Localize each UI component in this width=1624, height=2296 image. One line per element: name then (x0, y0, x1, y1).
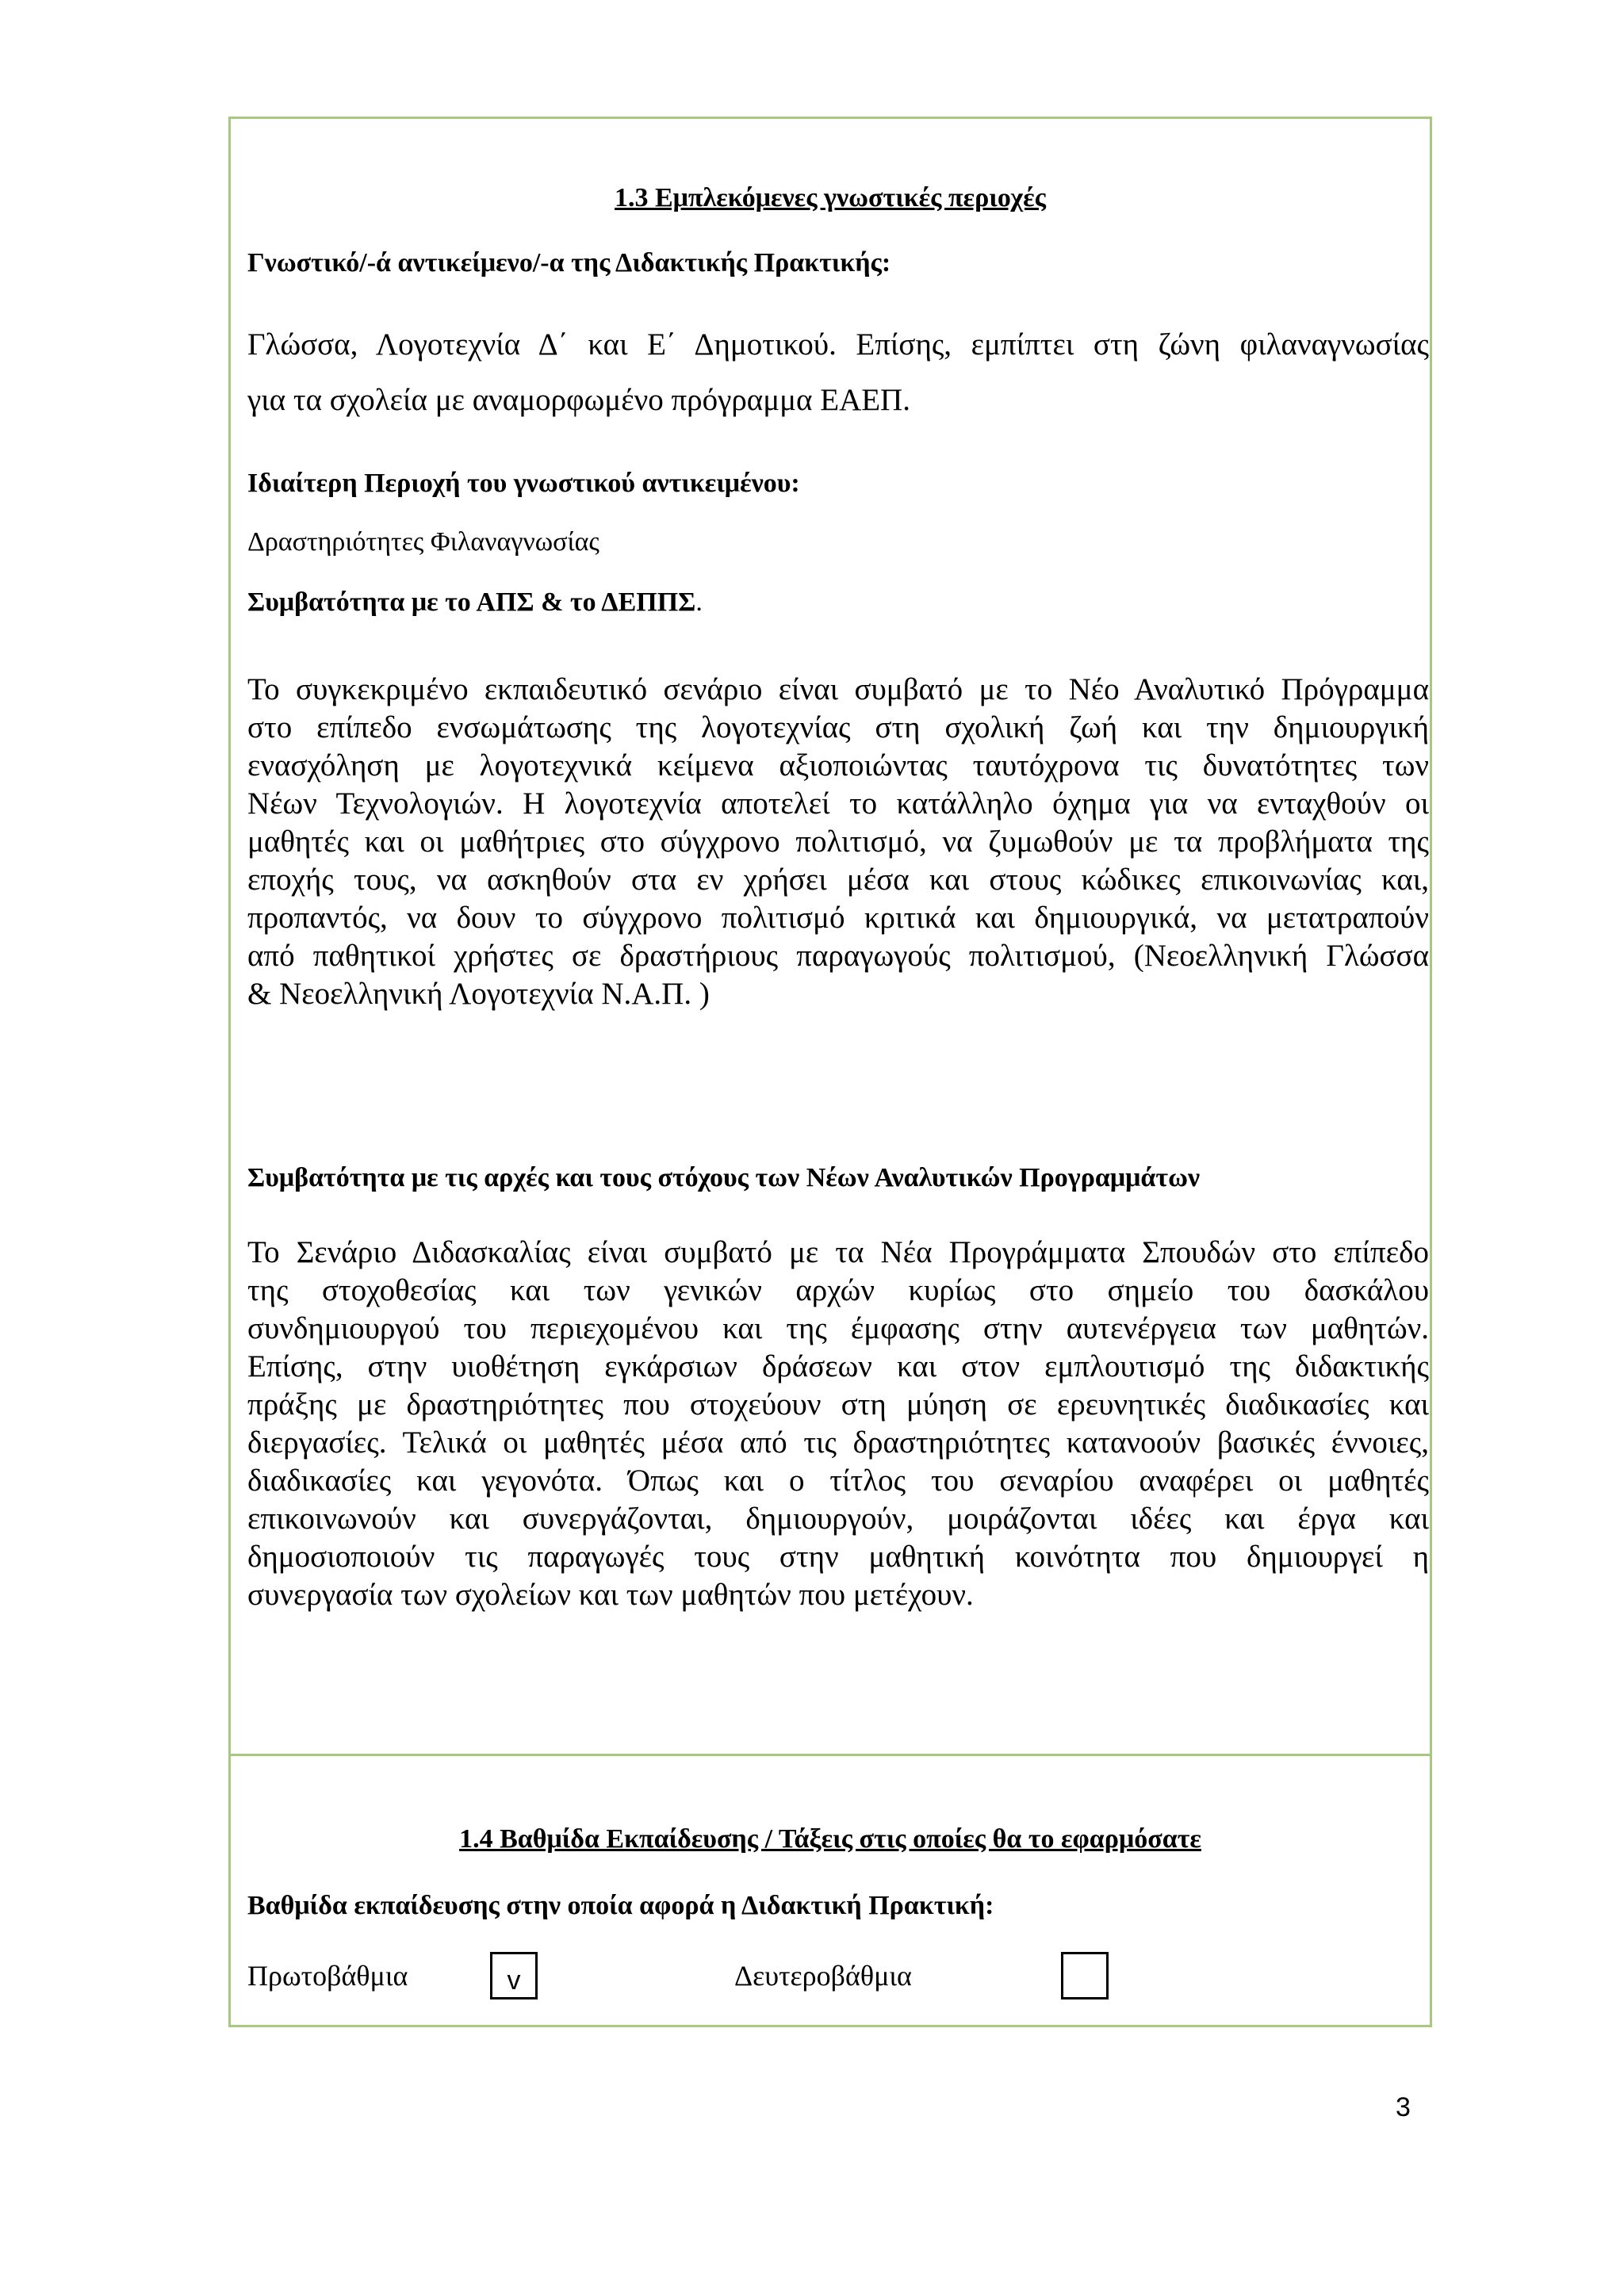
secondary-checkbox[interactable] (1061, 1952, 1109, 1999)
principles-line: της στοχοθεσίας και των γενικών αρχών κυρίως στο σημείο του δασκάλου (247, 1273, 1429, 1307)
principles-line: διαδικασίες και γεγονότα. Όπως και ο τίτλος του σεναρίου αναφέρει οι μαθητές (247, 1464, 1429, 1498)
compat-line: μαθητές και οι μαθήτριες στο σύγχρονο πολιτισμό, να ζυμωθούν με τα προβλήματα της (247, 825, 1429, 859)
compat-line: Νέων Τεχνολογιών. Η λογοτεχνία αποτελεί το κατάλληλο όχημα για να ενταχθούν οι (247, 786, 1429, 821)
principles-line: πράξης με δραστηριότητες που στοχεύουν στη μύηση σε ερευνητικές διαδικασίες και (247, 1387, 1429, 1422)
compat-paragraph (247, 671, 1429, 1013)
compat-label-end: . (695, 587, 703, 617)
compat-label: Συμβατότητα με το ΑΠΣ & το ΔΕΠΠΣ (247, 587, 696, 617)
primary-label: Πρωτοβάθμια (247, 1960, 408, 1992)
compat-line: & Νεοελληνική Λογοτεχνία Ν.Α.Π. ) (247, 977, 710, 1011)
level-label: Βαθμίδα εκπαίδευσης στην οποία αφορά η Διδακτική Πρακτική: (247, 1891, 994, 1920)
section-divider (228, 1754, 1432, 1756)
principles-line: διεργασίες. Τελικά οι μαθητές μέσα από τις δραστηριότητες κατανοούν βασικές έννοιες, (247, 1425, 1429, 1460)
section-1-4-title: 1.4 Βαθμίδα Εκπαίδευσης / Τάξεις στις οποίες θα το εφαρμόσατε (459, 1824, 1201, 1854)
principles-paragraph (247, 1234, 1429, 1614)
compat-line: ενασχόληση με λογοτεχνικά κείμενα αξιοποιώντας ταυτόχρονα τις δυνατότητες των (247, 748, 1429, 783)
compat-line: προπαντός, να δουν το σύγχρονο πολιτισμό κριτικά και δημιουργικά, να μετατραπούν (247, 901, 1429, 935)
subject-line: Γλώσσα, Λογοτεχνία Δ΄ και Ε΄ Δημοτικού. Επίσης, εμπίπτει στη ζώνη φιλαναγνωσίας (247, 327, 1429, 362)
primary-checkbox[interactable]: v (490, 1952, 538, 1999)
principles-line: δημοσιοποιούν τις παραγωγές τους στην μαθητική κοινότητα που δημιουργεί η (247, 1540, 1429, 1574)
area-value: Δραστηριότητες Φιλαναγνωσίας (247, 527, 599, 557)
compat-line: Το συγκεκριμένο εκπαιδευτικό σενάριο είναι συμβατό με το Νέο Αναλυτικό Πρόγραμμα (247, 672, 1429, 706)
principles-line: Το Σενάριο Διδασκαλίας είναι συμβατό με τα Νέα Προγράμματα Σπουδών στο επίπεδο (247, 1235, 1429, 1269)
compat-line: εποχής τους, να ασκηθούν στα εν χρήσει μέσα και στους κώδικες επικοινωνίας και, (247, 863, 1429, 897)
subject-line: για τα σχολεία με αναμορφωμένο πρόγραμμα ΕΑΕΠ. (247, 383, 910, 417)
subject-label: Γνωστικό/-ά αντικείμενο/-α της Διδακτικής Πρακτικής: (247, 248, 891, 277)
section-1-3-title: 1.3 Εμπλεκόμενες γνωστικές περιοχές (614, 183, 1047, 212)
secondary-label: Δευτεροβάθμια (734, 1960, 912, 1992)
principles-line: συνδημιουργού του περιεχομένου και της έμφασης στην αυτενέργεια των μαθητών. (247, 1311, 1429, 1345)
compat-line: από παθητικοί χρήστες σε δραστήριους παραγωγούς πολιτισμού, (Νεοελληνική Γλώσσα (247, 939, 1429, 973)
principles-line: συνεργασία των σχολείων και των μαθητών που μετέχουν. (247, 1578, 974, 1612)
compat-line: στο επίπεδο ενσωμάτωσης της λογοτεχνίας στη σχολική ζωή και την δημιουργική (247, 710, 1429, 744)
principles-line: επικοινωνούν και συνεργάζονται, δημιουργούν, μοιράζονται ιδέες και έργα και (247, 1502, 1429, 1536)
subject-text (247, 317, 1429, 428)
principles-label: Συμβατότητα με τις αρχές και τους στόχους των Νέων Αναλυτικών Προγραμμάτων (247, 1163, 1201, 1192)
page-number: 3 (1396, 2092, 1411, 2122)
compat-heading (247, 587, 1429, 618)
area-label: Ιδιαίτερη Περιοχή του γνωστικού αντικειμένου: (247, 469, 800, 498)
principles-line: Επίσης, στην υιοθέτηση εγκάρσιων δράσεων και στον εμπλουτισμό της διδακτικής (247, 1349, 1429, 1383)
